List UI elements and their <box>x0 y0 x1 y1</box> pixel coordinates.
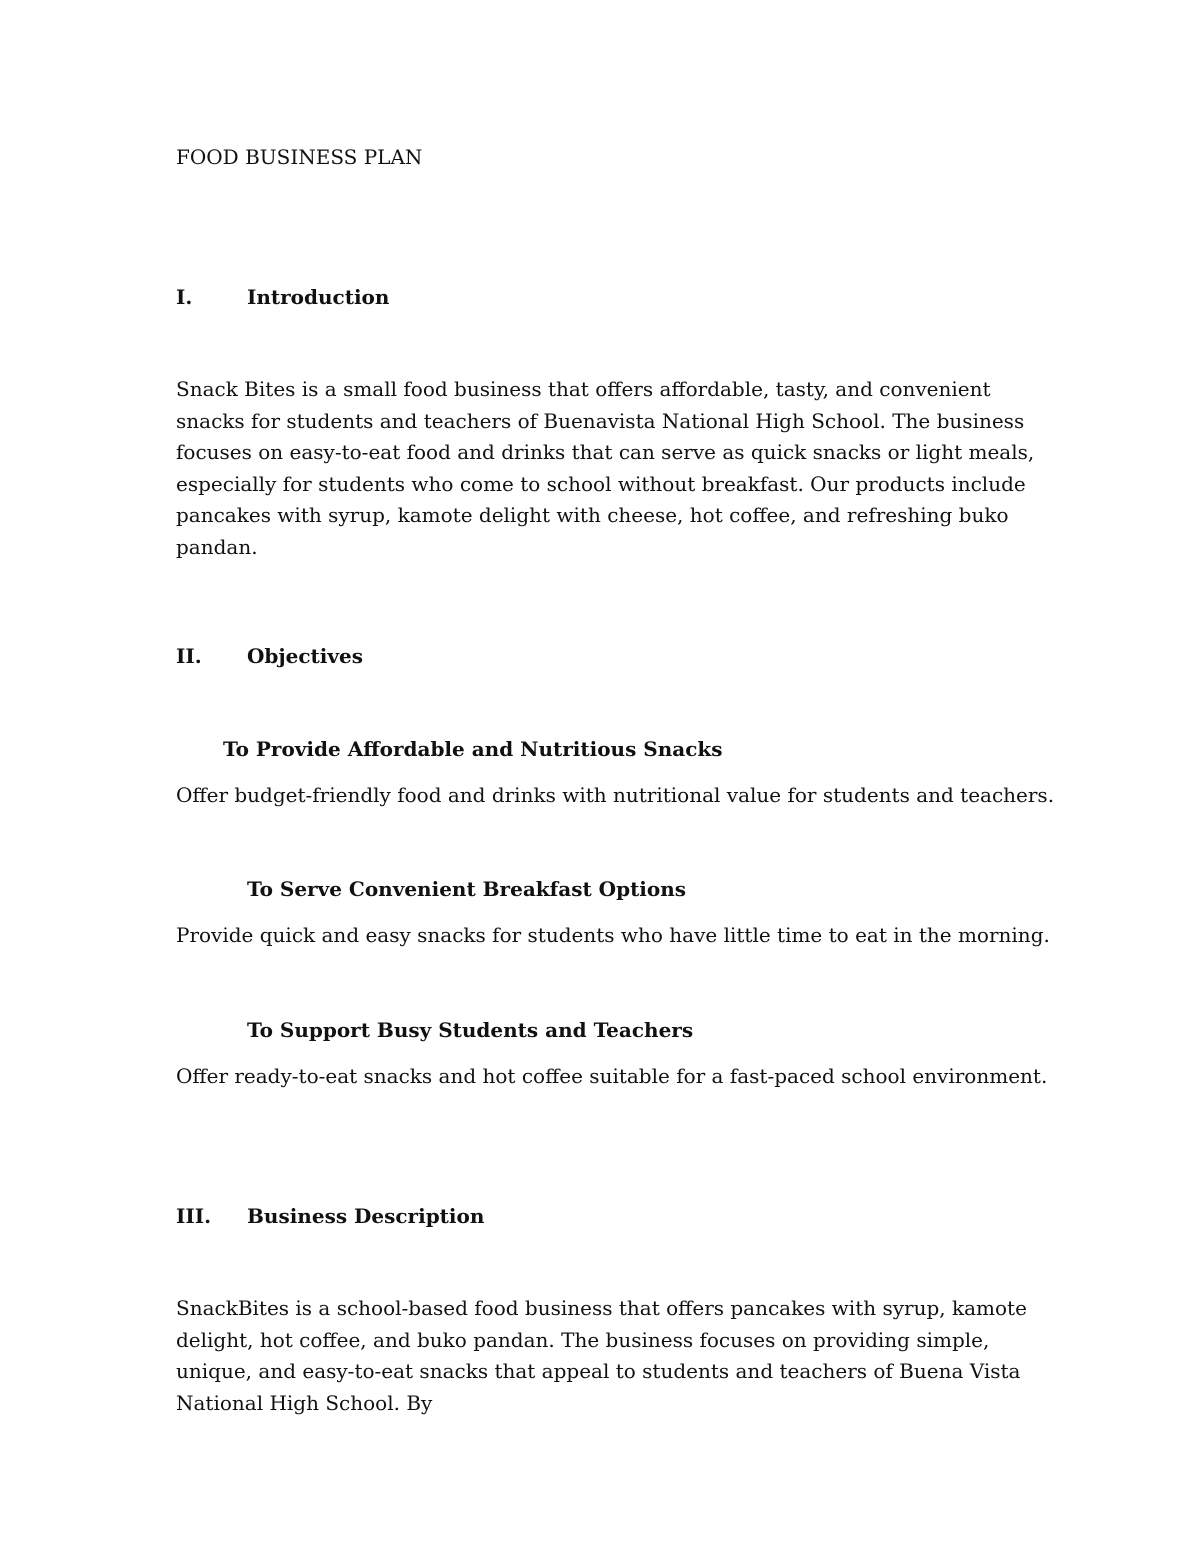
objective-title: To Provide Affordable and Nutritious Snacks <box>223 737 723 761</box>
section-heading-introduction <box>176 285 576 313</box>
objective-text: Offer ready-to-eat snacks and hot coffee suitable for a fast-paced school environment. <box>176 1064 1048 1088</box>
objective-title: To Support Busy Students and Teachers <box>247 1018 694 1042</box>
section-heading-business-description <box>176 1204 576 1232</box>
introduction-paragraph: Snack Bites is a small food business that offers affordable, tasty, and convenient snacks for students and teachers of Buenavista National High School. The business focuses on easy-to-eat food and drinks that can serve as quick snacks or light meals, especially for students who come to school without breakfast. Our products include pancakes with syrup, kamote delight with cheese, hot coffee, and refreshing buko pandan. <box>176 377 1035 559</box>
section-title: Introduction <box>247 285 390 309</box>
document-title: FOOD BUSINESS PLAN <box>176 145 423 169</box>
section-number: III. <box>176 1204 212 1228</box>
section-title: Objectives <box>247 644 363 668</box>
section-title: Business Description <box>247 1204 485 1228</box>
section-number: II. <box>176 644 202 668</box>
objective-text: Provide quick and easy snacks for students who have little time to eat in the morning. <box>176 923 1050 947</box>
business-description-paragraph: SnackBites is a school-based food business that offers pancakes with syrup, kamote delight, hot coffee, and buko pandan. The business focuses on providing simple, unique, and easy-to-eat snacks that appeal to students and teachers of Buena Vista National High School. By <box>176 1296 1027 1415</box>
section-heading-objectives <box>176 644 576 672</box>
section-number: I. <box>176 285 193 309</box>
objective-text: Offer budget-friendly food and drinks with nutritional value for students and teachers. <box>176 783 1055 807</box>
objective-title: To Serve Convenient Breakfast Options <box>247 877 687 901</box>
